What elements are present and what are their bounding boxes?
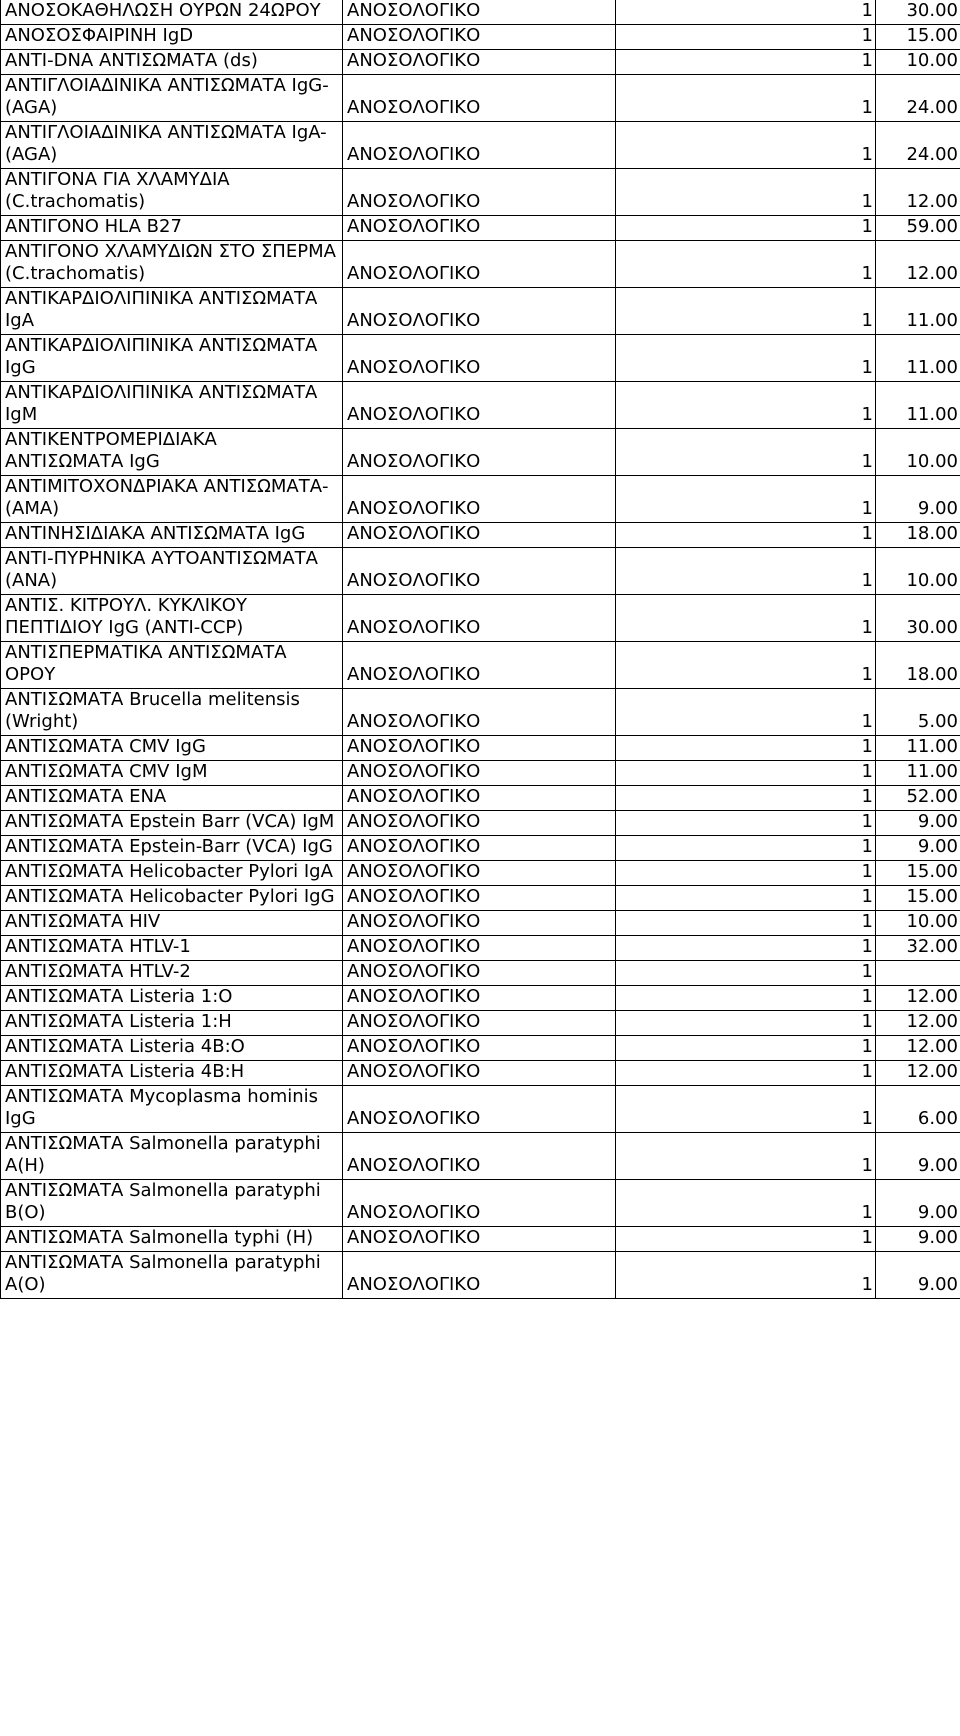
test-quantity-cell: 1 [616, 1061, 876, 1086]
test-quantity-cell: 1 [616, 50, 876, 75]
table-row [1, 761, 960, 786]
test-quantity-cell: 1 [616, 75, 876, 122]
test-category-cell: ΑΝΟΣΟΛΟΓΙΚΟ [343, 216, 616, 241]
test-price-cell: 32.00 [876, 936, 960, 961]
table-row [1, 595, 960, 642]
test-category-cell: ΑΝΟΣΟΛΟΓΙΚΟ [343, 961, 616, 986]
test-category-cell: ΑΝΟΣΟΛΟΓΙΚΟ [343, 761, 616, 786]
test-quantity-cell: 1 [616, 382, 876, 429]
test-category-cell: ΑΝΟΣΟΛΟΓΙΚΟ [343, 1133, 616, 1180]
test-price-cell: 18.00 [876, 523, 960, 548]
test-category-cell: ΑΝΟΣΟΛΟΓΙΚΟ [343, 50, 616, 75]
table-row [1, 335, 960, 382]
test-name-cell: ΑΝΤΙΣΩΜΑΤΑ HIV [1, 911, 343, 936]
test-quantity-cell: 1 [616, 642, 876, 689]
test-name-cell: ΑΝΤΙΣΩΜΑΤΑ Epstein Barr (VCA) IgM [1, 811, 343, 836]
test-price-cell: 59.00 [876, 216, 960, 241]
test-name-cell: ΑΝΤΙΣΩΜΑΤΑ Salmonella typhi (H) [1, 1227, 343, 1252]
test-name-cell: ΑΝΤΙΚΑΡΔΙΟΛΙΠΙΝΙΚΑ ΑΝΤΙΣΩΜΑΤΑ IgM [1, 382, 343, 429]
test-name-cell: ΑΝΤΙΣΩΜΑΤΑ Helicobacter Pylori IgG [1, 886, 343, 911]
test-price-cell: 10.00 [876, 911, 960, 936]
test-price-cell: 12.00 [876, 1011, 960, 1036]
test-price-cell: 9.00 [876, 1227, 960, 1252]
test-quantity-cell: 1 [616, 961, 876, 986]
table-row [1, 75, 960, 122]
test-category-cell: ΑΝΟΣΟΛΟΓΙΚΟ [343, 169, 616, 216]
test-price-cell: 9.00 [876, 476, 960, 523]
test-price-cell: 11.00 [876, 288, 960, 335]
test-category-cell: ΑΝΟΣΟΛΟΓΙΚΟ [343, 476, 616, 523]
test-price-cell: 9.00 [876, 836, 960, 861]
table-row [1, 689, 960, 736]
test-price-cell: 12.00 [876, 1036, 960, 1061]
test-category-cell: ΑΝΟΣΟΛΟΓΙΚΟ [343, 1011, 616, 1036]
test-category-cell: ΑΝΟΣΟΛΟΓΙΚΟ [343, 642, 616, 689]
test-category-cell: ΑΝΟΣΟΛΟΓΙΚΟ [343, 25, 616, 50]
test-quantity-cell: 1 [616, 122, 876, 169]
test-name-cell: ΑΝΤΙΣΩΜΑΤΑ Epstein-Barr (VCA) IgG [1, 836, 343, 861]
table-row [1, 1086, 960, 1133]
test-name-cell: ΑΝΟΣΟΣΦΑΙΡΙΝΗ IgD [1, 25, 343, 50]
test-price-cell: 30.00 [876, 595, 960, 642]
test-category-cell: ΑΝΟΣΟΛΟΓΙΚΟ [343, 548, 616, 595]
test-category-cell: ΑΝΟΣΟΛΟΓΙΚΟ [343, 335, 616, 382]
test-quantity-cell: 1 [616, 786, 876, 811]
test-name-cell: ΑΝΤΙΣΩΜΑΤΑ CMV IgM [1, 761, 343, 786]
test-name-cell: ΑΝΤΙΣΩΜΑΤΑ CMV IgG [1, 736, 343, 761]
table-row [1, 288, 960, 335]
test-price-cell: 6.00 [876, 1086, 960, 1133]
test-quantity-cell: 1 [616, 736, 876, 761]
test-name-cell: ΑΝΤΙΚΑΡΔΙΟΛΙΠΙΝΙΚΑ ΑΝΤΙΣΩΜΑΤΑ IgA [1, 288, 343, 335]
test-name-cell: ΑΝΤΙΚΑΡΔΙΟΛΙΠΙΝΙΚΑ ΑΝΤΙΣΩΜΑΤΑ IgG [1, 335, 343, 382]
test-price-cell: 52.00 [876, 786, 960, 811]
table-row [1, 736, 960, 761]
test-quantity-cell: 1 [616, 1180, 876, 1227]
table-row [1, 122, 960, 169]
test-price-cell: 24.00 [876, 122, 960, 169]
test-quantity-cell: 1 [616, 911, 876, 936]
test-name-cell: ΑΝΤΙΜΙΤΟΧΟΝΔΡΙΑΚΑ ΑΝΤΙΣΩΜΑΤΑ-(AMA) [1, 476, 343, 523]
test-name-cell: ΑΝΤΙΚΕΝΤΡΟΜΕΡΙΔΙΑΚΑ ΑΝΤΙΣΩΜΑΤΑ IgG [1, 429, 343, 476]
test-category-cell: ΑΝΟΣΟΛΟΓΙΚΟ [343, 786, 616, 811]
test-price-cell: 24.00 [876, 75, 960, 122]
test-quantity-cell: 1 [616, 811, 876, 836]
test-category-cell: ΑΝΟΣΟΛΟΓΙΚΟ [343, 1252, 616, 1299]
test-category-cell: ΑΝΟΣΟΛΟΓΙΚΟ [343, 861, 616, 886]
test-quantity-cell: 1 [616, 25, 876, 50]
test-quantity-cell: 1 [616, 241, 876, 288]
table-row [1, 548, 960, 595]
table-row [1, 523, 960, 548]
table-row [1, 241, 960, 288]
test-category-cell: ΑΝΟΣΟΛΟΓΙΚΟ [343, 1036, 616, 1061]
test-quantity-cell: 1 [616, 169, 876, 216]
test-name-cell: ΑΝΤΙΓΛΟΙΑΔΙΝΙΚΑ ΑΝΤΙΣΩΜΑΤΑ IgA-(AGA) [1, 122, 343, 169]
test-price-cell: 30.00 [876, 0, 960, 25]
test-name-cell: ΑΝΤΙΓΟΝΟ HLA B27 [1, 216, 343, 241]
test-price-cell: 11.00 [876, 382, 960, 429]
test-price-cell: 10.00 [876, 548, 960, 595]
table-row [1, 986, 960, 1011]
test-price-cell: 15.00 [876, 861, 960, 886]
test-name-cell: ΑΝΤΙΣΠΕΡΜΑΤΙΚΑ ΑΝΤΙΣΩΜΑΤΑ ΟΡΟΥ [1, 642, 343, 689]
test-quantity-cell: 1 [616, 861, 876, 886]
test-name-cell: ΑΝΤΙΣΩΜΑΤΑ Mycoplasma hominis IgG [1, 1086, 343, 1133]
test-category-cell: ΑΝΟΣΟΛΟΓΙΚΟ [343, 736, 616, 761]
test-category-cell: ΑΝΟΣΟΛΟΓΙΚΟ [343, 382, 616, 429]
test-quantity-cell: 1 [616, 1133, 876, 1180]
table-row [1, 1180, 960, 1227]
test-quantity-cell: 1 [616, 335, 876, 382]
test-price-cell [876, 961, 960, 986]
test-category-cell: ΑΝΟΣΟΛΟΓΙΚΟ [343, 986, 616, 1011]
test-quantity-cell: 1 [616, 1227, 876, 1252]
test-name-cell: ΑΝΤΙΣΩΜΑΤΑ Listeria 1:H [1, 1011, 343, 1036]
test-quantity-cell: 1 [616, 761, 876, 786]
test-name-cell: ΑΝΤΙΣΩΜΑΤΑ Listeria 4B:O [1, 1036, 343, 1061]
test-name-cell: ΑΝΤΙΓΛΟΙΑΔΙΝΙΚΑ ΑΝΤΙΣΩΜΑΤΑ IgG-(AGA) [1, 75, 343, 122]
test-price-cell: 15.00 [876, 25, 960, 50]
test-quantity-cell: 1 [616, 216, 876, 241]
table-row [1, 1227, 960, 1252]
table-row [1, 25, 960, 50]
test-quantity-cell: 1 [616, 986, 876, 1011]
test-category-cell: ΑΝΟΣΟΛΟΓΙΚΟ [343, 689, 616, 736]
table-row [1, 642, 960, 689]
test-price-cell: 10.00 [876, 429, 960, 476]
test-price-cell: 12.00 [876, 986, 960, 1011]
test-name-cell: ΑΝΤΙΣΩΜΑΤΑ Salmonella paratyphi A(H) [1, 1133, 343, 1180]
table-row [1, 382, 960, 429]
test-price-cell: 15.00 [876, 886, 960, 911]
test-quantity-cell: 1 [616, 548, 876, 595]
test-price-cell: 9.00 [876, 1133, 960, 1180]
test-name-cell: ΑΝΤΙΣΩΜΑΤΑ ΕΝΑ [1, 786, 343, 811]
test-price-cell: 10.00 [876, 50, 960, 75]
test-price-cell: 11.00 [876, 736, 960, 761]
table-row [1, 861, 960, 886]
test-price-cell: 5.00 [876, 689, 960, 736]
table-row [1, 429, 960, 476]
table-row [1, 886, 960, 911]
test-name-cell: ΑΝΤΙΣΩΜΑΤΑ HTLV-2 [1, 961, 343, 986]
test-name-cell: ΑΝΤΙΓΟΝΟ ΧΛΑΜΥΔΙΩΝ ΣΤΟ ΣΠΕΡΜΑ (C.trachomatis) [1, 241, 343, 288]
test-quantity-cell: 1 [616, 288, 876, 335]
test-quantity-cell: 1 [616, 1011, 876, 1036]
test-category-cell: ΑΝΟΣΟΛΟΓΙΚΟ [343, 911, 616, 936]
test-category-cell: ΑΝΟΣΟΛΟΓΙΚΟ [343, 811, 616, 836]
test-name-cell: ΑΝΤΙΣΩΜΑΤΑ Salmonella paratyphi B(O) [1, 1180, 343, 1227]
test-quantity-cell: 1 [616, 595, 876, 642]
test-category-cell: ΑΝΟΣΟΛΟΓΙΚΟ [343, 122, 616, 169]
table-row [1, 1133, 960, 1180]
test-price-cell: 11.00 [876, 761, 960, 786]
test-category-cell: ΑΝΟΣΟΛΟΓΙΚΟ [343, 523, 616, 548]
table-row [1, 476, 960, 523]
test-name-cell: ΑΝΤΙΣΩΜΑΤΑ Listeria 4B:H [1, 1061, 343, 1086]
table-row [1, 1011, 960, 1036]
table-row [1, 50, 960, 75]
test-quantity-cell: 1 [616, 936, 876, 961]
test-quantity-cell: 1 [616, 886, 876, 911]
table-row [1, 936, 960, 961]
test-category-cell: ΑΝΟΣΟΛΟΓΙΚΟ [343, 1180, 616, 1227]
test-name-cell: ΑΝΤΙΓΟΝΑ ΓΙΑ ΧΛΑΜΥΔΙΑ (C.trachomatis) [1, 169, 343, 216]
test-quantity-cell: 1 [616, 1086, 876, 1133]
test-name-cell: ΑΝΤΙΣ. ΚΙΤΡΟΥΛ. ΚΥΚΛΙΚΟΥ ΠΕΠΤΙΔΙΟΥ IgG (ANTI-CCP) [1, 595, 343, 642]
table-row [1, 911, 960, 936]
table-row [1, 961, 960, 986]
test-name-cell: ΑΝΟΣΟΚΑΘΗΛΩΣΗ ΟΥΡΩΝ 24ΩΡΟΥ [1, 0, 343, 25]
test-name-cell: ΑΝΤΙ-DNA ΑΝΤΙΣΩΜΑΤΑ (ds) [1, 50, 343, 75]
test-quantity-cell: 1 [616, 523, 876, 548]
test-category-cell: ΑΝΟΣΟΛΟΓΙΚΟ [343, 595, 616, 642]
test-category-cell: ΑΝΟΣΟΛΟΓΙΚΟ [343, 1227, 616, 1252]
test-quantity-cell: 1 [616, 429, 876, 476]
lab-tests-body [1, 0, 960, 1299]
table-row [1, 786, 960, 811]
test-category-cell: ΑΝΟΣΟΛΟΓΙΚΟ [343, 429, 616, 476]
table-row [1, 836, 960, 861]
test-category-cell: ΑΝΟΣΟΛΟΓΙΚΟ [343, 936, 616, 961]
test-quantity-cell: 1 [616, 1036, 876, 1061]
test-name-cell: ΑΝΤΙΣΩΜΑΤΑ Helicobacter Pylori IgA [1, 861, 343, 886]
test-name-cell: ΑΝΤΙ-ΠΥΡΗΝΙΚΑ ΑΥΤΟΑΝΤΙΣΩΜΑΤΑ (ANA) [1, 548, 343, 595]
test-name-cell: ΑΝΤΙΣΩΜΑΤΑ Listeria 1:O [1, 986, 343, 1011]
test-category-cell: ΑΝΟΣΟΛΟΓΙΚΟ [343, 0, 616, 25]
test-price-cell: 18.00 [876, 642, 960, 689]
test-quantity-cell: 1 [616, 0, 876, 25]
test-name-cell: ΑΝΤΙΣΩΜΑΤΑ Salmonella paratyphi A(O) [1, 1252, 343, 1299]
table-row [1, 1036, 960, 1061]
test-name-cell: ΑΝΤΙΣΩΜΑΤΑ Brucella melitensis (Wright) [1, 689, 343, 736]
test-quantity-cell: 1 [616, 836, 876, 861]
table-row [1, 216, 960, 241]
table-row [1, 811, 960, 836]
table-row [1, 0, 960, 25]
table-row [1, 169, 960, 216]
test-price-cell: 12.00 [876, 169, 960, 216]
test-name-cell: ΑΝΤΙΝΗΣΙΔΙΑΚΑ ΑΝΤΙΣΩΜΑΤΑ IgG [1, 523, 343, 548]
test-price-cell: 11.00 [876, 335, 960, 382]
test-quantity-cell: 1 [616, 689, 876, 736]
table-row [1, 1061, 960, 1086]
test-category-cell: ΑΝΟΣΟΛΟΓΙΚΟ [343, 1061, 616, 1086]
table-row [1, 1252, 960, 1299]
test-price-cell: 9.00 [876, 811, 960, 836]
test-category-cell: ΑΝΟΣΟΛΟΓΙΚΟ [343, 241, 616, 288]
test-name-cell: ΑΝΤΙΣΩΜΑΤΑ HTLV-1 [1, 936, 343, 961]
test-category-cell: ΑΝΟΣΟΛΟΓΙΚΟ [343, 288, 616, 335]
test-quantity-cell: 1 [616, 476, 876, 523]
test-price-cell: 12.00 [876, 241, 960, 288]
test-quantity-cell: 1 [616, 1252, 876, 1299]
test-category-cell: ΑΝΟΣΟΛΟΓΙΚΟ [343, 886, 616, 911]
test-category-cell: ΑΝΟΣΟΛΟΓΙΚΟ [343, 836, 616, 861]
test-category-cell: ΑΝΟΣΟΛΟΓΙΚΟ [343, 1086, 616, 1133]
test-price-cell: 9.00 [876, 1252, 960, 1299]
test-category-cell: ΑΝΟΣΟΛΟΓΙΚΟ [343, 75, 616, 122]
test-price-cell: 12.00 [876, 1061, 960, 1086]
test-price-cell: 9.00 [876, 1180, 960, 1227]
